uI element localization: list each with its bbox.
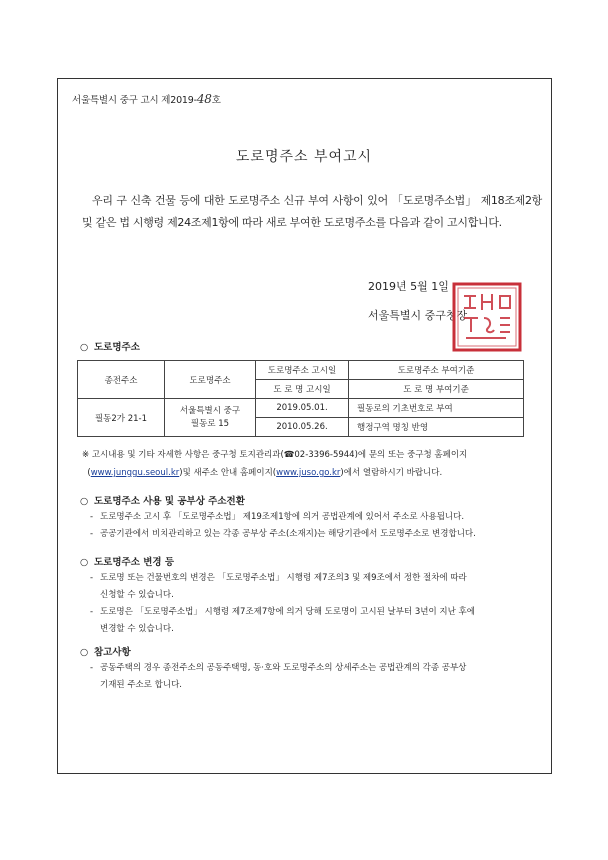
- juso-homepage-link[interactable]: www.juso.go.kr: [276, 468, 341, 478]
- col-road-address: 도로명주소: [165, 361, 256, 399]
- cell-road-basis: 행정구역 명칭 반영: [349, 418, 524, 437]
- list-item: - 도로명은 「도로명주소법」 시행령 제7조제7항에 의거 당해 도로명이 고시된 날부터 3년이 지난 후에 변경할 수 있습니다.: [90, 607, 475, 634]
- official-seal-icon: [448, 278, 526, 356]
- col-road-notice-date: 도 로 명 고시일: [256, 380, 349, 399]
- notice-date: 2019년 5월 1일: [368, 280, 449, 293]
- section-ref-heading: ○ 참고사항: [80, 647, 131, 658]
- section-usage-heading: ○ 도로명주소 사용 및 공부상 주소전환: [80, 496, 245, 507]
- cell-notice-date: 2019.05.01.: [256, 399, 349, 418]
- cell-road-notice-date: 2010.05.26.: [256, 418, 349, 437]
- junggu-homepage-link[interactable]: www.junggu.seoul.kr: [90, 468, 180, 478]
- cell-old-address: 필동2가 21-1: [78, 399, 165, 437]
- cell-road-address: 서울특별시 중구 필동로 15: [165, 399, 256, 437]
- signer: 서울특별시 중구청장: [368, 309, 468, 322]
- col-notice-date: 도로명주소 고시일: [256, 361, 349, 380]
- notice-prefix: 서울특별시 중구 고시 제2019-: [72, 95, 197, 106]
- list-item: - 도로명주소 고시 후 「도로명주소법」 제19조제1항에 의거 공법관계에 있어서 주소로 사용됩니다.: [90, 512, 465, 522]
- address-table: [77, 360, 524, 437]
- list-item: - 공공기관에서 비치관리하고 있는 각종 공부상 주소(소재지)는 해당기관에서 도로명주소로 변경합니다.: [90, 529, 476, 539]
- contact-note: ※ 고시내용 및 기타 자세한 사항은 중구청 토지관리과(☎02-3396-5944)에 문의 또는 중구청 홈페이지 (www.junggu.seoul.kr)및 새주소 안내 홈페이지(www.juso.go.kr)에서 열람하시기 바랍니다.: [82, 450, 468, 478]
- notice-handwritten-number: 48: [196, 92, 212, 106]
- list-item: - 공동주택의 경우 종전주소의 공동주택명, 동·호와 도로명주소의 상세주소는 공법관계의 각종 공부상 기재된 주소로 합니다.: [90, 663, 467, 690]
- intro-paragraph: 우리 구 신축 건물 등에 대한 도로명주소 신규 부여 사항이 있어 「도로명주소법」 제18조제2항 및 같은 법 시행령 제24조제1항에 따라 새로 부여한 도로명주소를 다음과 같이 고시합니다.: [82, 194, 542, 229]
- page-title: 도로명주소 부여고시: [235, 149, 373, 165]
- col-road-basis: 도 로 명 부여기준: [349, 380, 524, 399]
- col-old-address: 종전주소: [78, 361, 165, 399]
- list-item: - 도로명 또는 건물번호의 변경은 「도로명주소법」 시행령 제7조의3 및 제9조에서 정한 절차에 따라 신청할 수 있습니다.: [90, 573, 467, 600]
- col-basis: 도로명주소 부여기준: [349, 361, 524, 380]
- table-row: [78, 399, 524, 418]
- cell-basis: 필동로의 기초번호로 부여: [349, 399, 524, 418]
- section-address-heading: ○ 도로명주소: [80, 342, 140, 353]
- notice-number: [72, 92, 221, 106]
- section-change-heading: ○ 도로명주소 변경 등: [80, 557, 175, 568]
- table-header-row: [78, 361, 524, 380]
- notice-suffix: 호: [211, 95, 221, 106]
